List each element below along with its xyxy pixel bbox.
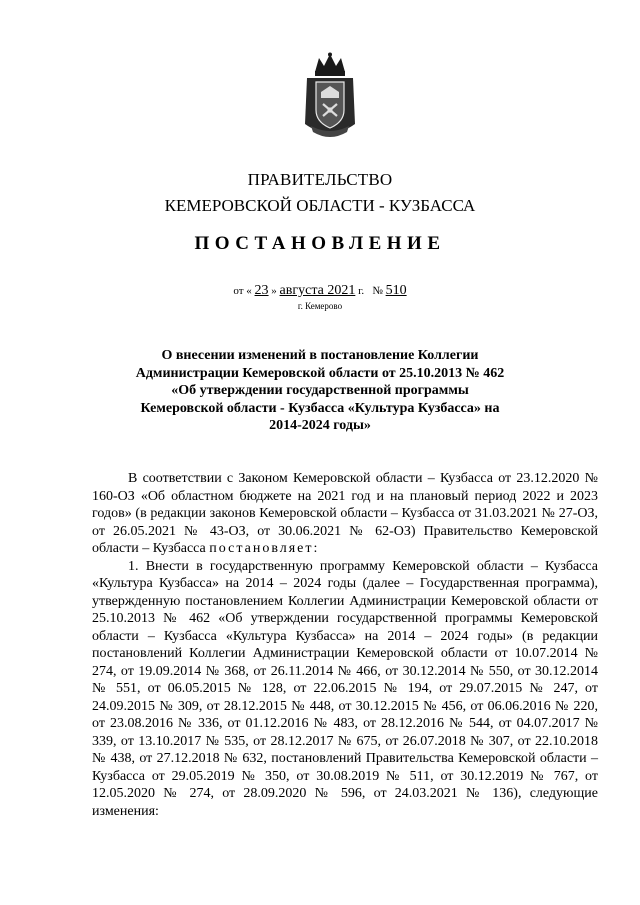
document-type-heading: ПОСТАНОВЛЕНИЕ — [194, 233, 446, 254]
document-title: О внесении изменений в постановление Коллегии Администрации Кемеровской области от 25.10.2013 № 462 «Об утверждении государственной программы Кемеровской области - Кузбасса «Культура Кузбасса» на 2014-2024 годы» — [135, 348, 505, 433]
date-year-suffix: г. — [358, 285, 365, 297]
date-day: 23 — [254, 283, 269, 298]
resolves-word: постановляет: — [209, 541, 320, 556]
document-body — [92, 470, 598, 820]
date-prefix: от « — [233, 285, 252, 297]
date-sep: » — [271, 285, 277, 297]
city-name: г. Кемерово — [297, 301, 343, 311]
paragraph-item-1: 1. Внести в государственную программу Кемеровской области – Кузбасса «Культура Кузбасса» на 2014 – 2024 годы (далее – Государственная программа), утвержденную постановлением Коллегии Администрации Кемеровской области от 25.10.2013 № 462 «Об утверждении государственной программы Кемеровской области – Кузбасса «Культура Кузбасса» на 2014 – 2024 годы» (в редакции постановлений Коллегии Администрации Кемеровской области от 10.07.2014 № 274, от 19.09.2014 № 368, от 26.11.2014 № 466, от 30.12.2014 № 550, от 30.12.2014 № 551, от 06.05.2015 № 128, от 22.06.2015 № 194, от 29.07.2015 № 247, от 24.09.2015 № 309, от 28.12.2015 № 448, от 30.12.2015 № 456, от 06.06.2016 № 220, от 23.08.2016 № 336, от 01.12.2016 № 483, от 28.12.2016 № 544, от 04.07.2017 № 339, от 13.10.2017 № 535, от 28.12.2017 № 675, от 26.07.2018 № 307, от 22.10.2018 № 438, от 27.12.2018 № 632, постановлений Правительства Кемеровской области – Кузбасса от 29.05.2019 № 350, от 30.08.2019 № 511, от 30.12.2019 № 767, от 12.05.2020 № 274, от 28.09.2020 № 596, от 24.03.2021 № 136), следующие изменения: — [92, 558, 598, 819]
government-name-line1: ПРАВИТЕЛЬСТВО — [247, 170, 393, 189]
government-name-line2: КЕМЕРОВСКОЙ ОБЛАСТИ - КУЗБАССА — [164, 196, 476, 215]
coat-of-arms-icon — [303, 52, 357, 138]
date-month-year: августа 2021 — [279, 283, 356, 298]
document-date-number — [0, 283, 640, 299]
document-number: 510 — [385, 283, 407, 298]
paragraph-preamble — [92, 470, 598, 558]
preamble-text: В соответствии с Законом Кемеровской области – Кузбасса от 23.12.2020 № 160-ОЗ «Об областном бюджете на 2021 год и на плановый период 2022 и 2023 годов» (в редакции законов Кемеровской области – Кузбасса от 31.03.2021 № 27-ОЗ, от 26.05.2021 № 43-ОЗ, от 30.06.2021 № 62-ОЗ) Правительство Кемеровской области – Кузбасса — [92, 471, 598, 556]
number-label: № — [372, 285, 383, 297]
